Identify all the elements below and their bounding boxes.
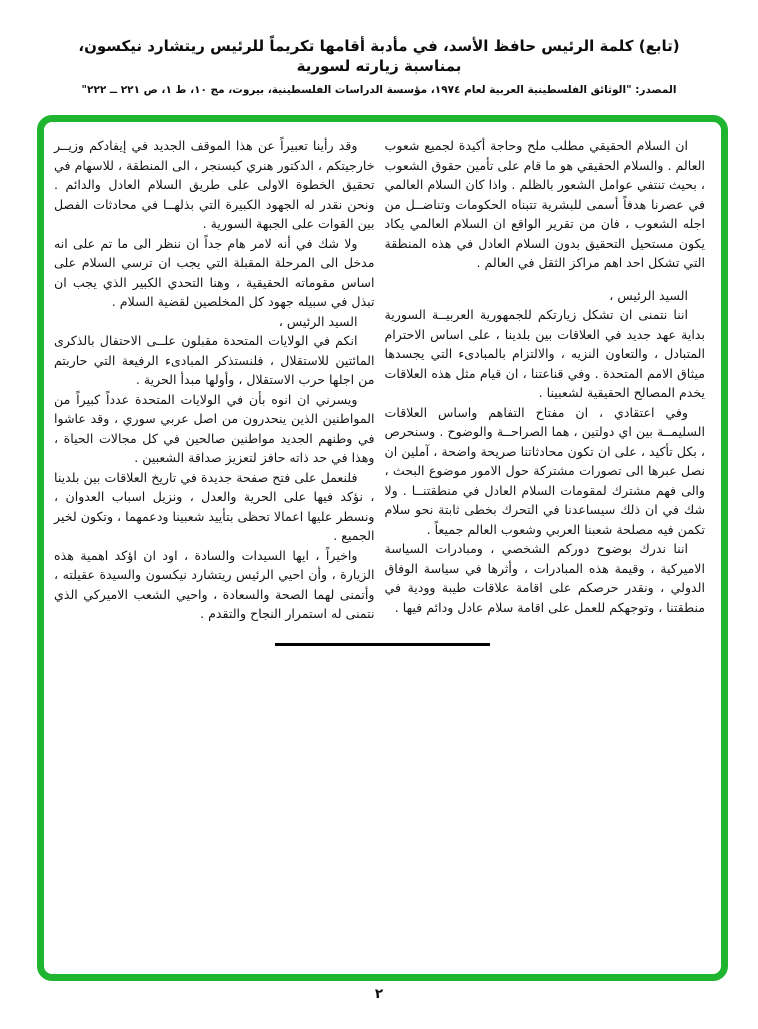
paragraph: ولا شك في أنه لامر هام جداً ان ننظر الى ما تم على انه مدخل الى المرحلة المقبلة التي يجب ان ترسي السلام على اساس مقوماته الحقيقية ، وهنا التحدي الكبير الذي يجب ان تبذل في سبيله جهود كل المخلصين لقضية السلام .: [54, 235, 375, 309]
green-frame: [37, 115, 728, 981]
paragraph: اننا نتمنى ان تشكل زيارتكم للجمهورية العربيــة السورية بداية عهد جديد في العلاقات بين بلدينا ، على اساس الاحترام المتبادل ، والتعاون النزيه ، والالتزام بالمبادىء التي يجسدها ميثاق الامم المتحدة . وفي قناعتنا ، ان قيام مثل هذه العلاقات يخدم المصالح الحقيقية لشعبينا .: [384, 307, 705, 400]
paragraph: انكم في الولايات المتحدة مقبلون علــى الاحتفال بالذكرى المائتين للاستقلال ، فلنستذكر المبادىء الرفيعة التي حاربتم من اجلها حرب الاستقلال ، وأولها مبدأ الحرية .: [54, 333, 375, 387]
paragraph: وفي اعتقادي ، ان مفتاح التفاهم واساس العلاقات السليمــة بين اي دولتين ، هما الصراحــة والوضوح . وسنحرص ، بكل تأكيد ، على ان تكون محادثاتنا صريحة واضحة ، آملين ان نصل عبرها الى تصورات مشتركة حول الامور موضوع البحث ، والى فهم مشترك لمقومات السلام العادل في منطقتنــا . ولا شك في ان ذلك سيساعدنا في التحرك بخطى ثابتة نحو سلام تكمن فيه مصلحة شعبنا العربي وشعوب العالم جميعاً .: [384, 404, 705, 537]
paragraph: وقد رأينا تعبيراً عن هذا الموقف الجديد في إيفادكم وزيــر خارجيتكم ، الدكتور هنري كيسنجر ، الى المنطقة ، للاسهام في تحقيق الخطوة الاولى على طريق السلام العادل والدائم . ونحن نقدر له الجهود الكبيرة التي بذلهــا في محادثات الفصل بين القوات على الجبهة السورية .: [54, 138, 375, 231]
end-of-text-divider: [275, 643, 490, 646]
paragraph: فلنعمل على فتح صفحة جديدة في تاريخ العلاقات بين بلدينا ، نؤكد فيها على الحرية والعدل ، ونزيل اسباب العدوان ، ونسطر عليها اعمالا تحظى بتأييد شعبينا ودعمهما ، وتكون لخير الجميع .: [54, 469, 375, 543]
column-right: [385, 136, 706, 624]
page-number: ٢: [374, 986, 384, 1002]
salutation-heading: السيد الرئيس ،: [609, 287, 688, 303]
paragraph: اننا ندرك بوضوح دوركم الشخصي ، ومبادرات السياسة الاميركية ، وقيمة هذه المبادرات ، وأثرها في سياسة الوفاق الدولي ، ونقدر حرصكم على اقامة علاقات طيبة وودية في منطقتنا ، وتوجهكم للعمل على اقامة سلام عادل ودائم فيها .: [384, 541, 705, 615]
document-title: (تابع) كلمة الرئيس حافظ الأسد، في مأدبة أقامها تكريماً للرئيس ريتشارد نيكسون، بمناسبة زيارته لسورية: [78, 37, 680, 76]
salutation-heading: السيد الرئيس ،: [278, 313, 358, 329]
text-columns: [54, 136, 705, 624]
column-left: [54, 136, 375, 624]
paragraph: واخيراً ، ايها السيدات والسادة ، اود ان اؤكد اهمية هذه الزيارة ، وأن احيي الرئيس ريتشارد نيكسون والسيدة عقيلته ، وأتمنى لهما الصحة والسعادة ، واحيي الشعب الاميركي الذي نتمنى له استمرار النجاح والتقدم .: [54, 547, 375, 621]
document-source-citation: المصدر: "الوثائق الفلسطينية العربية لعام ١٩٧٤، مؤسسة الدراسات الفلسطينية، بيروت، مج ١٠، ط ١، ص ٢٢١ ــ ٢٢٢": [81, 83, 677, 96]
paragraph: ان السلام الحقيقي مطلب ملح وحاجة أكيدة لجميع شعوب العالم . والسلام الحقيقي هو ما قام على تأمين حقوق الشعوب ، بحيث تنتفي عوامل الشعور بالظلم . واذا كان السلام العالمي في عصرنا هدفاً أسمى للبشرية تتبناه الحكومات وتناضــل من اجله الشعوب ، فان من تقرير الواقع ان السلام العالمي يكاد يكون مستحيل التحقيق بدون السلام العادل في هذه المنطقة التي تشكل احد اهم مراكز الثقل في العالم .: [384, 138, 705, 270]
paragraph: ويسرني ان انوه بأن في الولايات المتحدة عدداً كبيراً من المواطنين الذين ينحدرون من اصل عربي سوري ، وقد عاشوا في وطنهم الجديد مواطنين صالحين في كل مجالات الحياة ، وهذا في حد ذاته حافز لتعزيز صداقة الشعبين .: [54, 391, 375, 465]
document-header: [0, 36, 758, 96]
